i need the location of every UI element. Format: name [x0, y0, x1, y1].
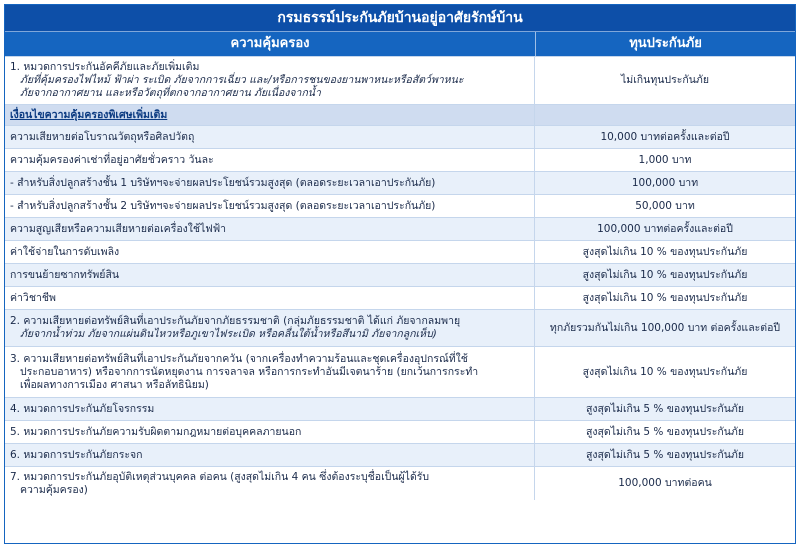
row-value: 50,000 บาท	[635, 199, 695, 212]
row-value: สูงสุดไม่เกิน 10 % ของทุนประกันภัย	[582, 365, 748, 378]
section-title: เงื่อนไขความคุ้มครองพิเศษเพิ่มเติม	[5, 105, 535, 125]
table-row	[5, 125, 795, 148]
row-value: สูงสุดไม่เกิน 5 % ของทุนประกันภัย	[585, 425, 745, 438]
table-row	[5, 466, 795, 500]
row-label: - สำหรับสิ่งปลูกสร้างชั้น 2 บริษัทฯจะจ่ายผลประโยชน์รวมสูงสุด (ตลอดระยะเวลาเอาประกันภัย)	[5, 195, 535, 217]
row-value: 1,000 บาท	[638, 153, 692, 166]
row-value: ไม่เกินทุนประกันภัย	[621, 74, 709, 86]
row-label: 1. หมวดการประกันอัคคีภัยและภัยเพิ่มเติม	[10, 61, 200, 73]
table-row	[5, 309, 795, 346]
table-row	[5, 397, 795, 420]
row-value: 10,000 บาทต่อครั้งและต่อปี	[600, 130, 730, 143]
row-label-line2: ภัยที่คุ้มครองไฟไหม้ ฟ้าผ่า ระเบิด ภัยจากการเฉี่ยว และ/หรือการชนของยานพาหนะหรือสัตว์พาหนะ	[20, 74, 464, 86]
row-label: การขนย้ายซากทรัพย์สิน	[5, 264, 535, 286]
row-value: สูงสุดไม่เกิน 5 % ของทุนประกันภัย	[585, 448, 745, 461]
row-label: ค่าวิชาชีพ	[5, 287, 535, 309]
table-title: กรมธรรม์ประกันภัยบ้านอยู่อาศัยรักษ์บ้าน	[5, 5, 795, 32]
header-coverage: ความคุ้มครอง	[5, 32, 536, 56]
table-row	[5, 56, 795, 104]
header-sum-insured: ทุนประกันภัย	[629, 36, 702, 51]
table-row	[5, 217, 795, 240]
row-label-line2: ความคุ้มครอง)	[20, 483, 88, 496]
row-value: 100,000 บาท	[631, 176, 699, 189]
row-label: 4. หมวดการประกันภัยโจรกรรม	[5, 398, 535, 420]
row-value: สูงสุดไม่เกิน 5 % ของทุนประกันภัย	[585, 402, 745, 415]
table-row	[5, 171, 795, 194]
table-row	[5, 263, 795, 286]
table-row	[5, 346, 795, 397]
row-value: สูงสุดไม่เกิน 10 % ของทุนประกันภัย	[582, 245, 748, 258]
row-label: 5. หมวดการประกันภัยความรับผิดตามกฎหมายต่อบุคคลภายนอก	[5, 421, 535, 443]
row-value: ทุกภัยรวมกันไม่เกิน 100,000 บาท ต่อครั้งและต่อปี	[549, 321, 781, 334]
row-label-line3: เพื่อผลทางการเมือง ศาสนา หรือลัทธินิยม)	[20, 378, 209, 391]
row-label: ความคุ้มครองค่าเช่าที่อยู่อาศัยชั่วคราว วันละ	[5, 149, 535, 171]
section-row	[5, 104, 795, 125]
coverage-table	[4, 4, 796, 544]
table-row	[5, 194, 795, 217]
row-label: ความเสียหายต่อโบราณวัตถุหรือศิลปวัตถุ	[5, 126, 535, 148]
table-row	[5, 286, 795, 309]
row-value	[535, 105, 795, 125]
table-row	[5, 443, 795, 466]
row-value: 100,000 บาทต่อครั้งและต่อปี	[597, 222, 733, 235]
header-row	[5, 32, 795, 56]
row-label-line3: ภัยจากอากาศยาน และหรือวัตถุที่ตกจากอากาศยาน ภัยเนื่องจากน้ำ	[20, 87, 321, 99]
row-label: - สำหรับสิ่งปลูกสร้างชั้น 1 บริษัทฯจะจ่ายผลประโยชน์รวมสูงสุด (ตลอดระยะเวลาเอาประกันภัย)	[5, 172, 535, 194]
table-row	[5, 420, 795, 443]
row-label-line2: ประกอบอาหาร) หรือจากการนัดหยุดงาน การจลาจล หรือการกระทำอันมีเจตนาร้าย (ยกเว้นการกระทำ	[20, 365, 479, 378]
row-label-line2: ภัยจากน้ำท่วม ภัยจากแผ่นดินไหวหรือภูเขาไฟระเบิด หรือคลื่นใต้น้ำหรือสึนามิ ภัยจากลูกเห็บ)	[20, 328, 437, 340]
row-label: ความสูญเสียหรือความเสียหายต่อเครื่องใช้ไฟฟ้า	[5, 218, 535, 240]
table-row	[5, 240, 795, 263]
row-value: สูงสุดไม่เกิน 10 % ของทุนประกันภัย	[582, 291, 748, 304]
table-row	[5, 148, 795, 171]
row-value: 100,000 บาทต่อคน	[618, 477, 712, 489]
row-label: ค่าใช้จ่ายในการดับเพลิง	[5, 241, 535, 263]
row-label: 6. หมวดการประกันภัยกระจก	[5, 444, 535, 466]
row-label: 2. ความเสียหายต่อทรัพย์สินที่เอาประกันภัยจากภัยธรรมชาติ (กลุ่มภัยธรรมชาติ ได้แก่ ภัยจากลมพายุ	[10, 315, 461, 327]
row-label: 7. หมวดการประกันภัยอุบัติเหตุส่วนบุคคล ต่อคน (สูงสุดไม่เกิน 4 คน ซึ่งต้องระบุชื่อเป็นผู้ได้รับ	[10, 470, 430, 483]
row-value: สูงสุดไม่เกิน 10 % ของทุนประกันภัย	[582, 268, 748, 281]
row-label: 3. ความเสียหายต่อทรัพย์สินที่เอาประกันภัยจากควัน (จากเครื่องทำความร้อนและชุดเครื่องอุปกรณ์ที่ใช้	[10, 352, 468, 365]
